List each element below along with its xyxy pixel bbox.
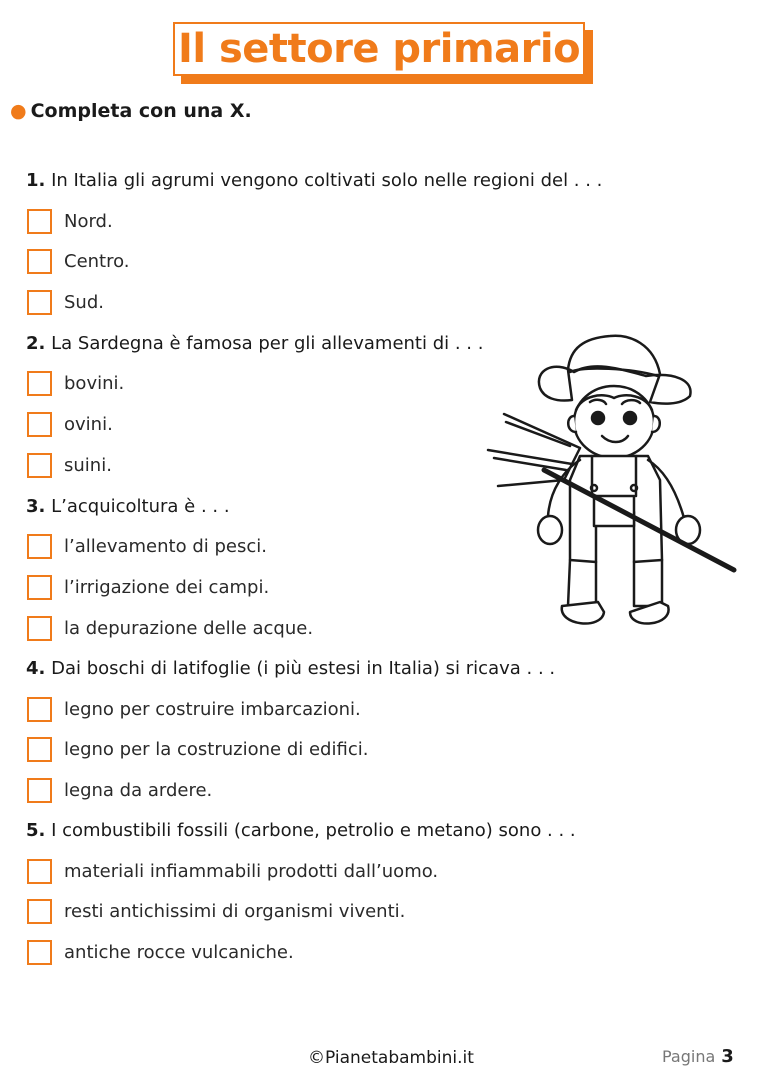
question-5: 5. I combustibili fossili (carbone, petrolio e metano) sono . . . [26, 820, 576, 841]
checkbox[interactable] [27, 453, 52, 478]
option-4-b[interactable]: legno per la costruzione di edifici. [27, 734, 368, 764]
title-box [173, 22, 585, 76]
instruction [10, 100, 252, 122]
option-3-c[interactable]: la depurazione delle acque. [27, 613, 313, 643]
option-1-c[interactable]: Sud. [27, 287, 104, 317]
page-title: Il settore primario [177, 26, 581, 72]
option-5-b[interactable]: resti antichissimi di organismi viventi. [27, 896, 405, 926]
checkbox[interactable] [27, 778, 52, 803]
checkbox[interactable] [27, 575, 52, 600]
title-banner [173, 22, 593, 84]
option-3-b[interactable]: l’irrigazione dei campi. [27, 572, 269, 602]
option-2-b[interactable]: ovini. [27, 409, 113, 439]
bullet-icon: ● [10, 100, 27, 122]
option-1-a[interactable]: Nord. [27, 206, 113, 236]
checkbox[interactable] [27, 616, 52, 641]
checkbox[interactable] [27, 412, 52, 437]
question-1: 1. In Italia gli agrumi vengono coltivati solo nelle regioni del . . . [26, 170, 603, 191]
option-1-b[interactable]: Centro. [27, 246, 130, 276]
checkbox[interactable] [27, 534, 52, 559]
checkbox[interactable] [27, 209, 52, 234]
page-number: 3 [721, 1046, 734, 1067]
checkbox[interactable] [27, 697, 52, 722]
option-5-a[interactable]: materiali infiammabili prodotti dall’uomo. [27, 856, 438, 886]
page-label: Pagina [662, 1047, 716, 1066]
option-5-c[interactable]: antiche rocce vulcaniche. [27, 937, 294, 967]
checkbox[interactable] [27, 940, 52, 965]
checkbox[interactable] [27, 371, 52, 396]
checkbox[interactable] [27, 249, 52, 274]
page-indicator [662, 1046, 734, 1067]
footer-brand: ©Pianetabambini.it [308, 1048, 474, 1068]
checkbox[interactable] [27, 737, 52, 762]
option-4-a[interactable]: legno per costruire imbarcazioni. [27, 694, 361, 724]
question-4: 4. Dai boschi di latifoglie (i più estesi in Italia) si ricava . . . [26, 658, 556, 679]
question-3: 3. L’acquicoltura è . . . [26, 496, 230, 517]
checkbox[interactable] [27, 859, 52, 884]
instruction-text: Completa con una X. [30, 100, 252, 122]
option-4-c[interactable]: legna da ardere. [27, 775, 212, 805]
checkbox[interactable] [27, 899, 52, 924]
option-3-a[interactable]: l’allevamento di pesci. [27, 531, 267, 561]
option-2-a[interactable]: bovini. [27, 368, 124, 398]
question-2: 2. La Sardegna è famosa per gli allevamenti di . . . [26, 333, 484, 354]
option-2-c[interactable]: suini. [27, 450, 112, 480]
checkbox[interactable] [27, 290, 52, 315]
farmer-with-pitchfork-icon [484, 330, 744, 640]
